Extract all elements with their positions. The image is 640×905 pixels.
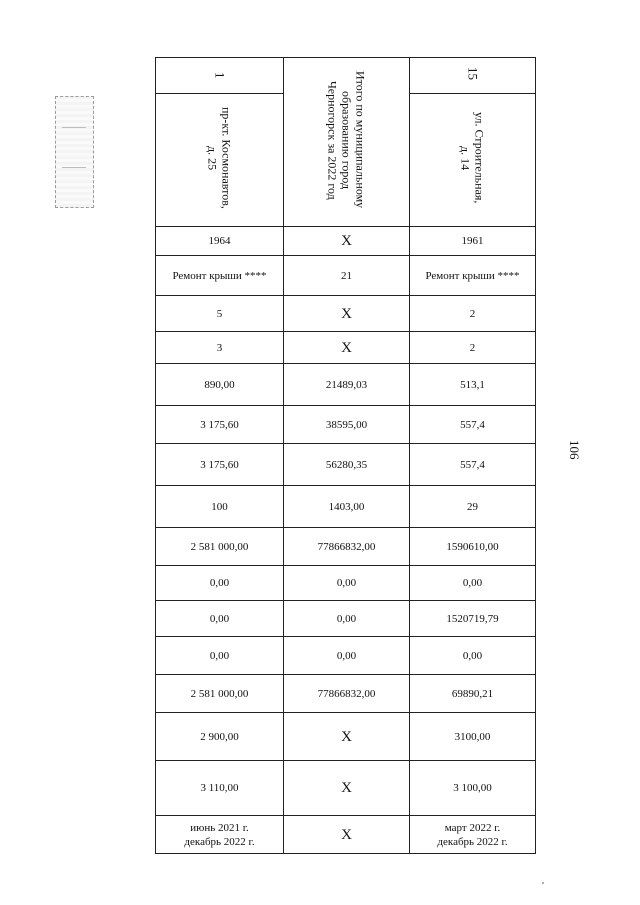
cell-row5-col3: 513,1 [410,364,536,406]
cell-row7-col1: 3 175,60 [156,444,284,486]
cell-floors-col2: Х [284,296,410,332]
header-col3-address: ул. Строительная, д. 14 [458,112,487,204]
table-row [156,566,536,601]
cell-year-col3: 1961 [410,227,536,256]
header-col1-address: пр-кт. Космонавтов, д. 25 [205,107,234,209]
table-row [156,816,536,854]
table-row [156,296,536,332]
table-row [156,486,536,528]
header-col1-number-cell [156,58,284,94]
cell-row13-col3: 69890,21 [410,675,536,713]
cell-row9-col2: 77866832,00 [284,528,410,566]
cell-row11-col1: 0,00 [156,601,284,637]
cell-floors-col3: 2 [410,296,536,332]
cell-entrances-col2: Х [284,332,410,364]
table-row [156,332,536,364]
header-total-cell [284,58,410,227]
cell-row14-col2: Х [284,713,410,761]
table-row [156,444,536,486]
table-row [156,713,536,761]
cell-row5-col1: 890,00 [156,364,284,406]
cell-row8-col3: 29 [410,486,536,528]
cell-entrances-col3: 2 [410,332,536,364]
cell-row9-col3: 1590610,00 [410,528,536,566]
cell-row15-col1: 3 110,00 [156,761,284,816]
cell-row5-col2: 21489,03 [284,364,410,406]
page-number: 106 [567,440,582,460]
cell-year-col2: Х [284,227,410,256]
cell-row6-col3: 557,4 [410,406,536,444]
header-col3-address-cell [410,94,536,227]
housing-repair-table [155,57,536,854]
table-row [156,528,536,566]
cell-row14-col1: 2 900,00 [156,713,284,761]
cell-row12-col1: 0,00 [156,637,284,675]
header-col1-number: 1 [212,72,228,79]
cell-worktype-col2: 21 [284,256,410,296]
cell-row7-col3: 557,4 [410,444,536,486]
cell-row6-col2: 38595,00 [284,406,410,444]
cell-period-col2: Х [284,816,410,854]
header-col3-number: 15 [465,67,481,80]
cell-row10-col2: 0,00 [284,566,410,601]
cell-row11-col3: 1520719,79 [410,601,536,637]
cell-row14-col3: 3100,00 [410,713,536,761]
table-row [156,637,536,675]
cell-row13-col2: 77866832,00 [284,675,410,713]
cell-row8-col2: 1403,00 [284,486,410,528]
cell-row11-col2: 0,00 [284,601,410,637]
scan-speck [542,882,544,884]
table-row [156,364,536,406]
cell-row10-col1: 0,00 [156,566,284,601]
cell-worktype-col1: Ремонт крыши **** [156,256,284,296]
cell-worktype-col3: Ремонт крыши **** [410,256,536,296]
cell-row15-col3: 3 100,00 [410,761,536,816]
table-row [156,601,536,637]
table-row [156,675,536,713]
header-col3-number-cell [410,58,536,94]
cell-floors-col1: 5 [156,296,284,332]
header-col1-address-cell [156,94,284,227]
table-row [156,761,536,816]
cell-row12-col3: 0,00 [410,637,536,675]
table-row [156,256,536,296]
cell-row8-col1: 100 [156,486,284,528]
table-row [156,227,536,256]
header-total-label: Итого по муниципальному образованию город Черногорск за 2022 год [325,71,368,209]
cell-row15-col2: Х [284,761,410,816]
cell-period-col1: июнь 2021 г. декабрь 2022 г. [156,816,284,854]
stamp-mark [55,96,94,208]
cell-row12-col2: 0,00 [284,637,410,675]
cell-row7-col2: 56280,35 [284,444,410,486]
cell-row6-col1: 3 175,60 [156,406,284,444]
cell-row9-col1: 2 581 000,00 [156,528,284,566]
cell-row10-col3: 0,00 [410,566,536,601]
table-row [156,406,536,444]
cell-year-col1: 1964 [156,227,284,256]
cell-period-col3: март 2022 г. декабрь 2022 г. [410,816,536,854]
cell-entrances-col1: 3 [156,332,284,364]
cell-row13-col1: 2 581 000,00 [156,675,284,713]
